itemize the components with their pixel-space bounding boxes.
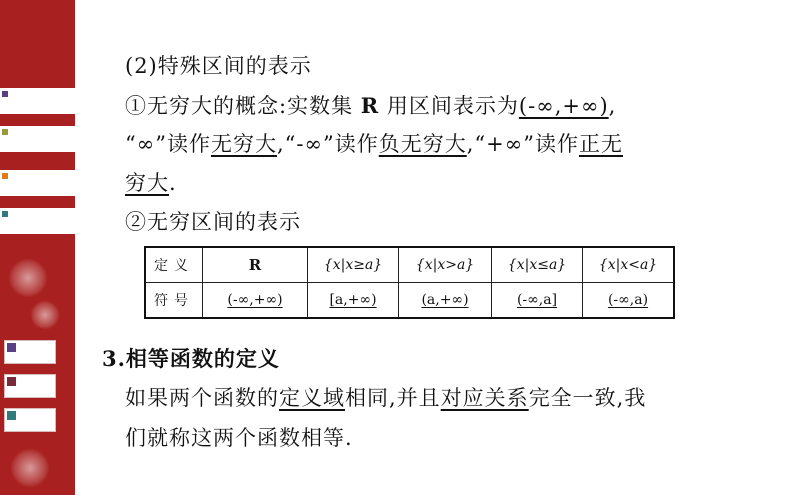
heading-infinite-interval: ②无穷区间的表示 — [125, 210, 301, 234]
symbol-value: (-∞,a) — [607, 292, 649, 308]
p2-q3: ,“+∞”读作 — [466, 132, 579, 156]
table-cell — [203, 283, 308, 319]
symbol-value: [a,+∞) — [329, 292, 377, 308]
infinite-interval-table — [144, 246, 675, 319]
side-button-3[interactable] — [4, 408, 56, 432]
table-cell — [399, 283, 492, 319]
section-3-text-line-1 — [125, 382, 646, 412]
symbol-value: (-∞,+∞) — [227, 292, 283, 308]
nav-tab-1[interactable] — [0, 88, 75, 114]
p1-mid: 用区间表示为 — [386, 94, 519, 118]
button-square-icon — [7, 377, 16, 386]
row-label: 符号 — [145, 283, 203, 319]
table-row-symbol — [145, 283, 674, 319]
table-row-definition — [145, 247, 674, 283]
table-cell: {x|x≤a} — [492, 247, 583, 283]
nav-tab-3[interactable] — [0, 170, 75, 196]
s3-text1: 如果两个函数的 — [125, 386, 279, 410]
nav-tab-4[interactable] — [0, 208, 75, 234]
paragraph-infinity-reading-cont — [125, 167, 177, 197]
nav-square-icon — [2, 211, 8, 217]
p2-q2: ,“-∞”读作 — [276, 132, 379, 156]
table-cell: {x|x≥a} — [308, 247, 399, 283]
p1-end: , — [608, 94, 617, 118]
dandelion-decoration — [30, 300, 60, 330]
p3-end: . — [169, 171, 177, 195]
p2-answer-2: 负无穷大 — [378, 132, 467, 156]
table-cell — [308, 283, 399, 319]
p2-answer-1: 无穷大 — [210, 132, 277, 156]
side-button-2[interactable] — [4, 374, 56, 398]
paragraph-infinity-concept — [125, 90, 616, 120]
paragraph-infinity-reading — [125, 128, 623, 158]
nav-square-icon — [2, 91, 8, 97]
nav-tab-2[interactable] — [0, 126, 75, 152]
s3-text3: 完全一致,我 — [528, 386, 647, 410]
p1-interval-answer: (-∞,+∞) — [518, 94, 609, 118]
s3-answer-correspondence: 对应关系 — [440, 386, 529, 410]
real-set-symbol: R — [360, 93, 380, 118]
s3-text2: 相同,并且 — [345, 386, 441, 410]
table-cell: {x|x>a} — [399, 247, 492, 283]
table-cell — [492, 283, 583, 319]
table-cell: {x|x<a} — [583, 247, 675, 283]
heading-special-interval: (2)特殊区间的表示 — [125, 54, 312, 78]
section-3-text-line-2: 们就称这两个函数相等. — [125, 426, 353, 450]
sidebar — [0, 0, 75, 495]
p3-answer-cont: 穷大 — [125, 171, 169, 195]
section-3-heading: 3.相等函数的定义 — [102, 346, 280, 371]
nav-square-icon — [2, 129, 8, 135]
s3-answer-domain: 定义域 — [279, 386, 345, 410]
button-square-icon — [7, 411, 16, 420]
dandelion-decoration — [8, 258, 48, 298]
p1-prefix: ①无穷大的概念:实数集 — [125, 94, 354, 118]
p2-q1: “∞”读作 — [125, 132, 211, 156]
nav-square-icon — [2, 173, 8, 179]
dandelion-decoration — [10, 448, 50, 488]
symbol-value: (-∞,a] — [516, 292, 558, 308]
table-cell: R — [203, 247, 308, 283]
button-square-icon — [7, 343, 16, 352]
p2-answer-3: 正无 — [578, 132, 623, 156]
side-button-1[interactable] — [4, 340, 56, 364]
table-cell — [583, 283, 675, 319]
row-label: 定义 — [145, 247, 203, 283]
symbol-value: (a,+∞) — [421, 292, 469, 308]
